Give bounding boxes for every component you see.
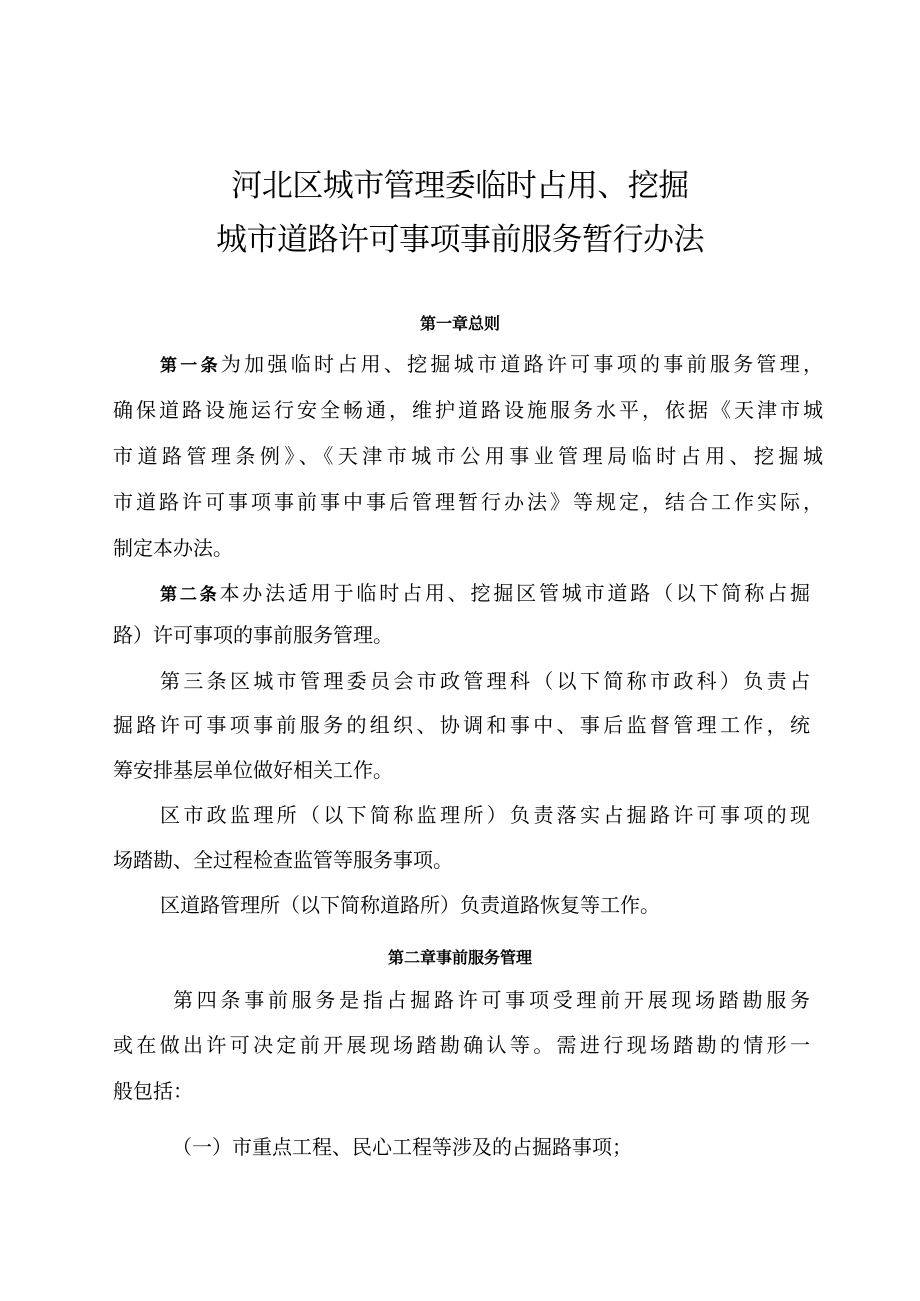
article-1-line-5: 制定本办法。 — [113, 536, 233, 560]
article-1-label: 第一条 — [160, 356, 221, 376]
supervision-line-1: 区市政监理所（以下简称监理所）负责落实占掘路许可事项的现 — [160, 803, 810, 827]
article-3-line-1: 第三条区城市管理委员会市政管理科（以下简称市政科）负责占 — [160, 669, 810, 693]
article-1-line-3: 市道路管理条例》、《天津市城市公用事业管理局临时占用、挖掘城 — [113, 444, 823, 468]
article-2-text-1: 本办法适用于临时占用、挖掘区管城市道路（以下简称占掘 — [219, 581, 810, 605]
article-4-line-2: 或在做出许可决定前开展现场踏勘确认等。需进行现场踏勘的情形一 — [113, 1033, 810, 1057]
document-title-line-2: 城市道路许可事项事前服务暂行办法 — [216, 222, 704, 258]
article-4-line-1: 第四条事前服务是指占掘路许可事项受理前开展现场踏勘服务 — [173, 988, 810, 1012]
chapter-2-heading: 第二章事前服务管理 — [387, 948, 532, 967]
road-management-line-1: 区道路管理所（以下简称道路所）负责道路恢复等工作。 — [160, 893, 660, 917]
article-1-line-2: 确保道路设施运行安全畅通，维护道路设施服务水平，依据《天津市城 — [113, 398, 823, 422]
article-4-line-3: 般包括： — [113, 1079, 193, 1103]
article-2-line-1 — [160, 578, 810, 610]
article-3-line-3: 筹安排基层单位做好相关工作。 — [113, 758, 393, 782]
article-1-line-4: 市道路许可事项事前事中事后管理暂行办法》等规定，结合工作实际， — [113, 490, 823, 514]
article-3-line-2: 掘路许可事项事前服务的组织、协调和事中、事后监督管理工作，统 — [113, 713, 810, 737]
supervision-line-2: 场踏勘、全过程检查监管等服务事项。 — [113, 848, 453, 872]
article-1-text-1: 为加强临时占用、挖掘城市道路许可事项的事前服务管理， — [220, 352, 823, 376]
article-1-line-1 — [160, 349, 823, 381]
chapter-1-heading: 第一章总则 — [419, 314, 500, 333]
document-title-line-1: 河北区城市管理委临时占用、挖掘 — [231, 168, 689, 204]
list-item-1: （一）市重点工程、民心工程等涉及的占掘路事项； — [172, 1135, 632, 1159]
article-2-label: 第二条 — [160, 585, 220, 605]
article-2-line-2: 路）许可事项的事前服务管理。 — [113, 623, 393, 647]
